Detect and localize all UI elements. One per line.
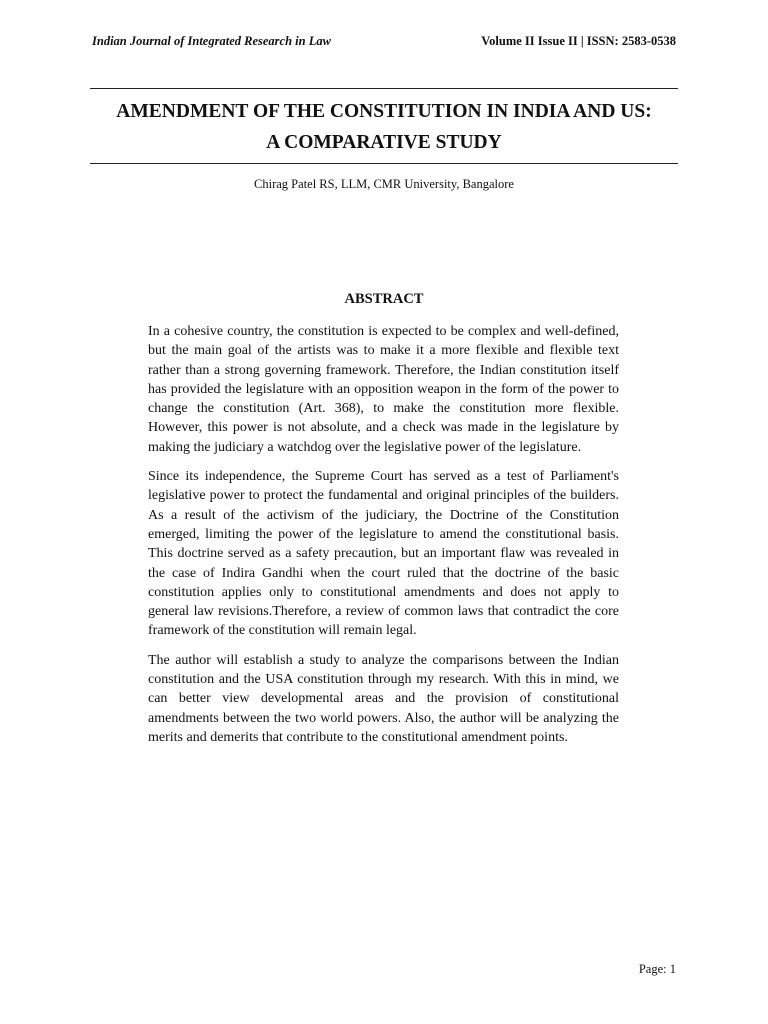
paper-title-line-1: AMENDMENT OF THE CONSTITUTION IN INDIA AND US:	[116, 101, 652, 122]
abstract-heading: ABSTRACT	[344, 291, 424, 307]
running-header	[92, 34, 676, 49]
author-line: Chirag Patel RS, LLM, CMR University, Bangalore	[254, 177, 514, 191]
abstract-body	[148, 322, 619, 757]
abstract-paragraph-2: Since its independence, the Supreme Court has served as a test of Parliament's legislative power to protect the fundamental and original principles of the builders. As a result of the activism of the judiciary, the Doctrine of the Constitution emerged, limiting the power of the legislature to amend the constitutional basis. This doctrine served as a safety precaution, but an important flaw was revealed in the case of Indira Gandhi when the court ruled that the doctrine of the basic constitution applies only to constitutional amendments and does not apply to general law revisions.Therefore, a review of common laws that contradict the core framework of the constitution will remain legal.	[148, 469, 619, 639]
volume-issn: Volume II Issue II | ISSN: 2583-0538	[481, 34, 676, 48]
title-top-rule	[90, 88, 678, 89]
paper-title	[90, 96, 678, 158]
page-number: Page: 1	[638, 962, 676, 976]
title-bottom-rule	[90, 163, 678, 164]
journal-name: Indian Journal of Integrated Research in Law	[92, 34, 331, 48]
paper-title-line-2: A COMPARATIVE STUDY	[266, 132, 502, 153]
abstract-paragraph-3: The author will establish a study to analyze the comparisons between the Indian constitution and the USA constitution through my research. With this in mind, we can better view developmental areas and the provision of constitutional amendments between the two world powers. Also, the author will be analyzing the merits and demerits that contribute to the constitutional amendment points.	[148, 652, 619, 745]
abstract-paragraph-1: In a cohesive country, the constitution is expected to be complex and well-defined, but the main goal of the artists was to make it a more flexible and flexible text rather than a strong governing framework. Therefore, the Indian constitution itself has provided the legislature with an opposition weapon in the form of the power to change the constitution (Art. 368), to make the constitution more flexible. However, this power is not absolute, and a check was made in the legislature by making the judiciary a watchdog over the legislative power of the legislature.	[148, 324, 619, 455]
